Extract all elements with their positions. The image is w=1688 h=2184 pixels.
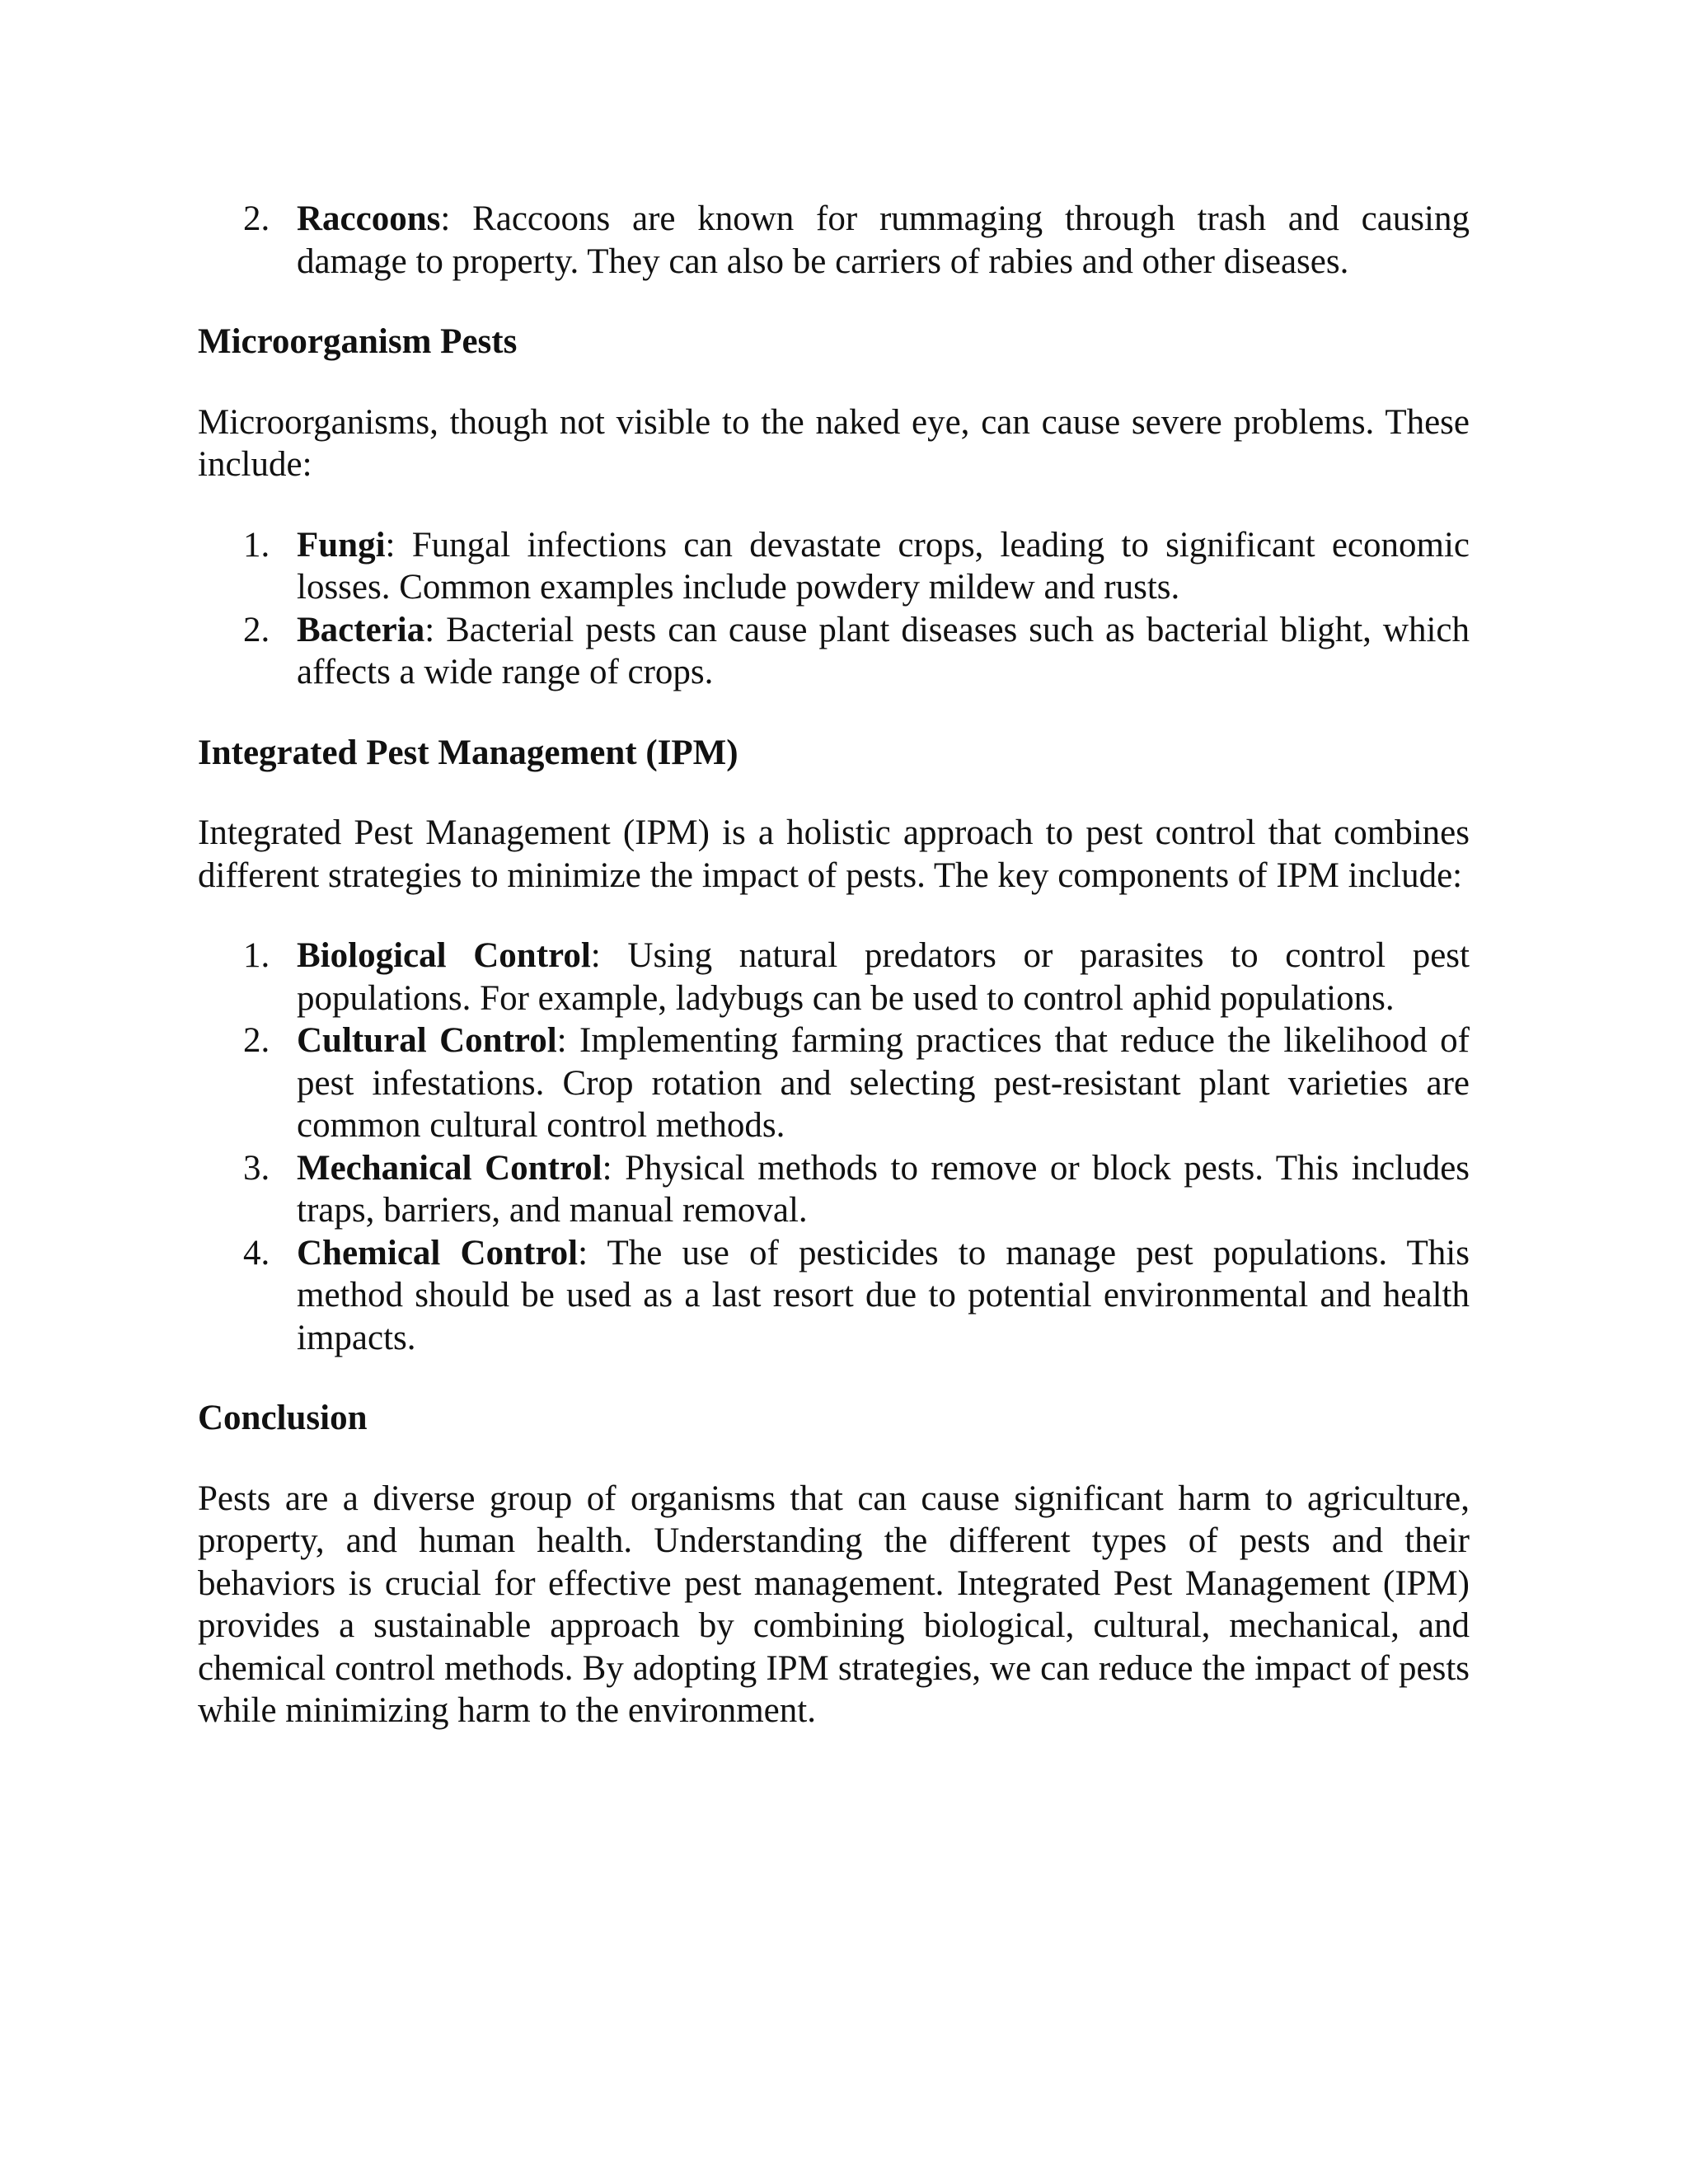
list-text: : Using natural predators or parasites to control pest populations. For example, ladybugs can be used to control aphid populations. — [297, 936, 1470, 1018]
list-item — [198, 198, 1470, 283]
ipm-heading: Integrated Pest Management (IPM) — [198, 733, 738, 772]
list-item — [198, 1147, 1470, 1232]
list-number: 1. — [243, 936, 270, 975]
list-term: Cultural Control — [297, 1021, 557, 1060]
microorganism-list — [198, 524, 1470, 694]
list-item — [198, 609, 1470, 694]
animal-pest-list — [198, 198, 1470, 283]
list-term: Raccoons — [297, 199, 441, 238]
list-number: 4. — [243, 1233, 270, 1272]
document-page — [198, 198, 1470, 1732]
list-text: : Implementing farming practices that reduce the likelihood of pest infestations. Crop rotation and selecting pest-resistant plant varieties are common cultural control methods. — [297, 1021, 1470, 1145]
list-item — [198, 935, 1470, 1019]
list-item — [198, 1019, 1470, 1147]
microorganism-intro: Microorganisms, though not visible to the naked eye, can cause severe problems. These include: — [198, 402, 1470, 484]
ipm-list — [198, 935, 1470, 1359]
list-text: : Raccoons are known for rummaging through trash and causing damage to property. They can also be carriers of rabies and other diseases. — [297, 199, 1470, 281]
list-term: Mechanical Control — [297, 1148, 603, 1188]
list-number: 2. — [243, 199, 270, 238]
list-text: : The use of pesticides to manage pest populations. This method should be used as a last resort due to potential environmental and health impacts. — [297, 1233, 1470, 1357]
conclusion-heading: Conclusion — [198, 1399, 368, 1437]
list-term: Bacteria — [297, 610, 425, 649]
list-item — [198, 1232, 1470, 1360]
list-number: 2. — [243, 610, 270, 649]
list-term: Chemical Control — [297, 1233, 579, 1272]
list-text: : Bacterial pests can cause plant diseases such as bacterial blight, which affects a wide range of crops. — [297, 610, 1470, 691]
list-number: 2. — [243, 1021, 270, 1060]
list-number: 1. — [243, 525, 270, 565]
list-item — [198, 524, 1470, 609]
list-number: 3. — [243, 1148, 270, 1188]
list-term: Fungi — [297, 525, 386, 565]
list-text: : Physical methods to remove or block pests. This includes traps, barriers, and manual removal. — [297, 1148, 1470, 1230]
list-term: Biological Control — [297, 936, 591, 975]
list-text: : Fungal infections can devastate crops, leading to significant economic losses. Common examples include powdery mildew and rusts. — [297, 525, 1470, 607]
ipm-intro: Integrated Pest Management (IPM) is a holistic approach to pest control that combines different strategies to minimize the impact of pests. The key components of IPM include: — [198, 813, 1470, 895]
conclusion-text: Pests are a diverse group of organisms that can cause significant harm to agriculture, property, and human health. Understanding the different types of pests and their behaviors is crucial for effective pest management. Integrated Pest Management (IPM) provides a sustainable approach by combining biological, cultural, mechanical, and chemical control methods. By adopting IPM strategies, we can reduce the impact of pests while minimizing harm to the environment. — [198, 1479, 1470, 1730]
microorganism-heading: Microorganism Pests — [198, 322, 518, 361]
